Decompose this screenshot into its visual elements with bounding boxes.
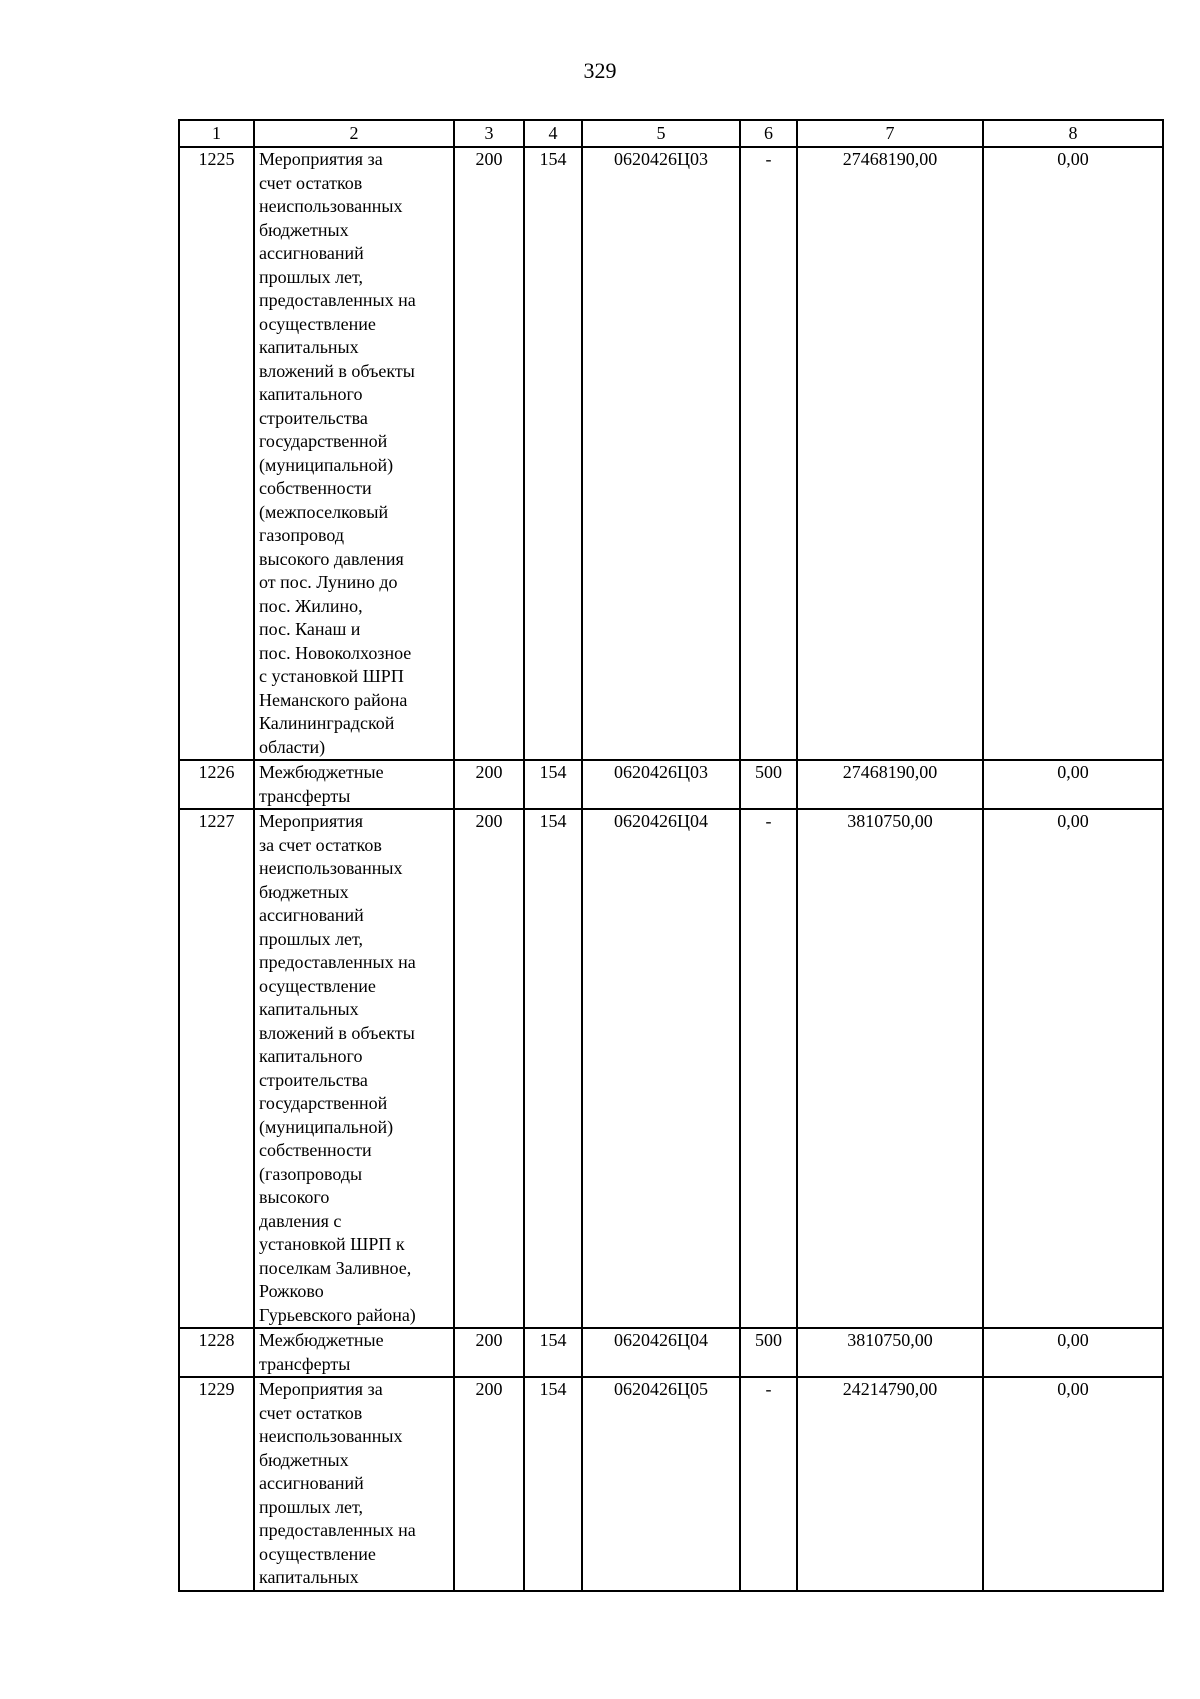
- row-code: 0620426Ц03: [582, 760, 740, 809]
- row-col6: 500: [740, 1328, 797, 1377]
- row-amount: 27468190,00: [797, 760, 983, 809]
- row-number: 1227: [179, 809, 254, 1328]
- row-number: 1229: [179, 1377, 254, 1591]
- row-col3: 200: [454, 147, 524, 760]
- row-amount: 27468190,00: [797, 147, 983, 760]
- row-amount-2: 0,00: [983, 1328, 1163, 1377]
- row-name: Мероприятия за счет остатков неиспользованных бюджетных ассигнований прошлых лет, предоставленных на осуществление капитальных вложений в объекты капитального строительства государственной (муниципальной) собственности (газопроводы высокого давления с установкой ШРП к поселкам Заливное, Рожково Гурьевского района): [254, 809, 454, 1328]
- row-col4: 154: [524, 147, 582, 760]
- table-row: [179, 147, 1163, 760]
- row-amount-2: 0,00: [983, 809, 1163, 1328]
- row-name: Мероприятия за счет остатков неиспользованных бюджетных ассигнований прошлых лет, предоставленных на осуществление капитальных: [254, 1377, 454, 1591]
- table-row: [179, 1328, 1163, 1377]
- row-amount: 3810750,00: [797, 1328, 983, 1377]
- header-cell: 2: [254, 120, 454, 147]
- header-cell: 7: [797, 120, 983, 147]
- row-amount: 3810750,00: [797, 809, 983, 1328]
- row-name: Межбюджетные трансферты: [254, 1328, 454, 1377]
- header-cell: 5: [582, 120, 740, 147]
- header-cell: 8: [983, 120, 1163, 147]
- row-col4: 154: [524, 809, 582, 1328]
- row-code: 0620426Ц04: [582, 809, 740, 1328]
- row-col3: 200: [454, 760, 524, 809]
- page-number: 329: [583, 58, 617, 83]
- row-number: 1228: [179, 1328, 254, 1377]
- row-code: 0620426Ц03: [582, 147, 740, 760]
- row-col4: 154: [524, 1377, 582, 1591]
- row-amount-2: 0,00: [983, 1377, 1163, 1591]
- row-col6: 500: [740, 760, 797, 809]
- row-number: 1226: [179, 760, 254, 809]
- row-amount: 24214790,00: [797, 1377, 983, 1591]
- row-col6: -: [740, 1377, 797, 1591]
- row-col3: 200: [454, 1377, 524, 1591]
- budget-table: [178, 119, 1164, 1592]
- row-col4: 154: [524, 1328, 582, 1377]
- row-col3: 200: [454, 1328, 524, 1377]
- row-name: Мероприятия за счет остатков неиспользованных бюджетных ассигнований прошлых лет, предоставленных на осуществление капитальных вложений в объекты капитального строительства государственной (муниципальной) собственности (межпоселковый газопровод высокого давления от пос. Лунино до пос. Жилино, пос. Канаш и пос. Новоколхозное с установкой ШРП Неманского района Калининградской области): [254, 147, 454, 760]
- row-code: 0620426Ц05: [582, 1377, 740, 1591]
- header-cell: 6: [740, 120, 797, 147]
- row-col6: -: [740, 147, 797, 760]
- table-row: [179, 809, 1163, 1328]
- row-name: Межбюджетные трансферты: [254, 760, 454, 809]
- row-code: 0620426Ц04: [582, 1328, 740, 1377]
- table-row: [179, 1377, 1163, 1591]
- header-cell: 3: [454, 120, 524, 147]
- row-number: 1225: [179, 147, 254, 760]
- header-cell: 1: [179, 120, 254, 147]
- row-amount-2: 0,00: [983, 147, 1163, 760]
- row-col3: 200: [454, 809, 524, 1328]
- row-amount-2: 0,00: [983, 760, 1163, 809]
- table-row: [179, 760, 1163, 809]
- header-cell: 4: [524, 120, 582, 147]
- row-col6: -: [740, 809, 797, 1328]
- header-row: [179, 120, 1163, 147]
- row-col4: 154: [524, 760, 582, 809]
